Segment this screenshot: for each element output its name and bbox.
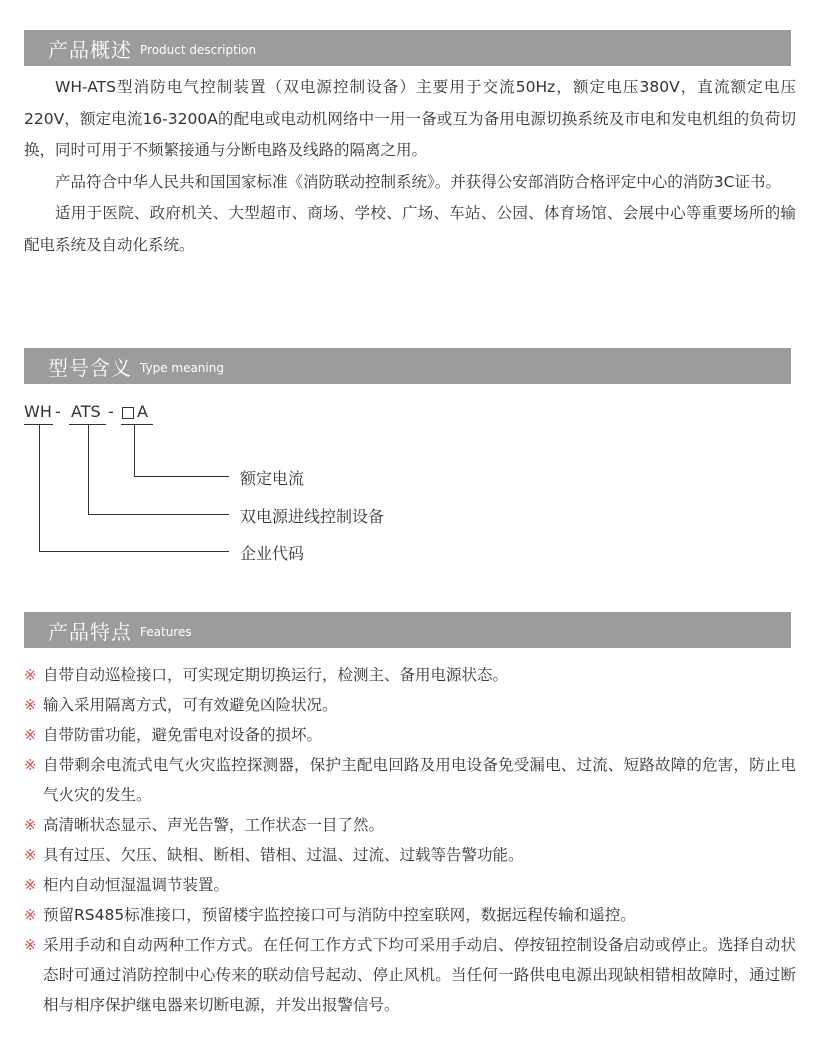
section-title: 产品特点 (48, 619, 132, 644)
section-subtitle: Product description (140, 43, 257, 57)
label-rated-current: 额定电流 (240, 469, 305, 488)
code-separator: - (108, 402, 114, 421)
feature-text: 具有过压、欠压、缺相、断相、错相、过温、过流、过载等告警功能。 (43, 846, 524, 864)
leader-line (134, 424, 135, 477)
label-dual-power: 双电源进线控制设备 (240, 507, 385, 526)
feature-text: 预留RS485标准接口，预留楼宇监控接口可与消防中控室联网，数据远程传输和遥控。 (43, 906, 636, 924)
overview-text (24, 72, 796, 261)
leader-line (134, 476, 229, 477)
list-item (24, 660, 796, 690)
list-item (24, 870, 796, 900)
feature-text: 自带自动巡检接口，可实现定期切换运行，检测主、备用电源状态。 (43, 666, 509, 684)
section-subtitle: Features (140, 625, 192, 639)
section-header-features (24, 612, 791, 648)
reference-mark-icon: ※ (24, 726, 37, 744)
leader-line (39, 551, 229, 552)
leader-line (88, 424, 89, 515)
list-item (24, 720, 796, 750)
feature-text: 自带剩余电流式电气火灾监控探测器，保护主配电回路及用电设备免受漏电、过流、短路故障的危害，防止电气火灾的发生。 (43, 756, 796, 804)
reference-mark-icon: ※ (24, 696, 37, 714)
reference-mark-icon: ※ (24, 906, 37, 924)
feature-text: 自带防雷功能，避免雷电对设备的损坏。 (43, 726, 323, 744)
features-list (24, 660, 796, 1020)
label-company-code: 企业代码 (240, 544, 305, 563)
leader-line (88, 514, 229, 515)
reference-mark-icon: ※ (24, 936, 37, 954)
reference-mark-icon: ※ (24, 876, 37, 894)
list-item (24, 750, 796, 810)
overview-paragraph: 产品符合中华人民共和国国家标准《消防联动控制系统》。并获得公安部消防合格评定中心的消防3C证书。 (55, 172, 781, 191)
feature-text: 输入采用隔离方式，可有效避免凶险状况。 (43, 696, 338, 714)
list-item (24, 810, 796, 840)
feature-text: 采用手动和自动两种工作方式。在任何工作方式下均可采用手动启、停按钮控制设备启动或停止。选择自动状态时可通过消防控制中心传来的联动信号起动、停止风机。当任何一路供电电源出现缺相错相故障时，通过断相与相序保护继电器来切断电源，并发出报警信号。 (43, 936, 796, 1014)
section-title: 型号含义 (48, 355, 132, 380)
overview-paragraph: 适用于医院、政府机关、大型超市、商场、学校、广场、车站、公园、体育场馆、会展中心等重要场所的输配电系统及自动化系统。 (24, 204, 796, 254)
section-header-overview (24, 30, 791, 66)
code-separator: - (55, 402, 61, 421)
list-item (24, 930, 796, 1020)
code-part-ats: ATS (71, 402, 101, 421)
code-part-company: WH (24, 402, 52, 421)
list-item (24, 840, 796, 870)
leader-line (39, 424, 40, 552)
list-item (24, 900, 796, 930)
placeholder-box (122, 407, 134, 419)
reference-mark-icon: ※ (24, 666, 37, 684)
reference-mark-icon: ※ (24, 846, 37, 864)
code-part-unit: A (137, 402, 148, 421)
overview-paragraph: WH-ATS型消防电气控制装置（双电源控制设备）主要用于交流50Hz，额定电压380V，直流额定电压220V，额定电流16-3200A的配电或电动机网络中一用一备或互为备用电源切换系统及市电和发电机组的负荷切换，同时可用于不频繁接通与分断电路及线路的隔离之用。 (24, 78, 796, 159)
feature-text: 高清晰状态显示、声光告警，工作状态一目了然。 (43, 816, 385, 834)
underline-current (121, 424, 153, 425)
section-title: 产品概述 (48, 37, 132, 62)
list-item (24, 690, 796, 720)
feature-text: 柜内自动恒湿温调节装置。 (43, 876, 230, 894)
reference-mark-icon: ※ (24, 756, 37, 774)
reference-mark-icon: ※ (24, 816, 37, 834)
section-subtitle: Type meaning (140, 361, 224, 375)
section-header-type-meaning (24, 348, 791, 384)
